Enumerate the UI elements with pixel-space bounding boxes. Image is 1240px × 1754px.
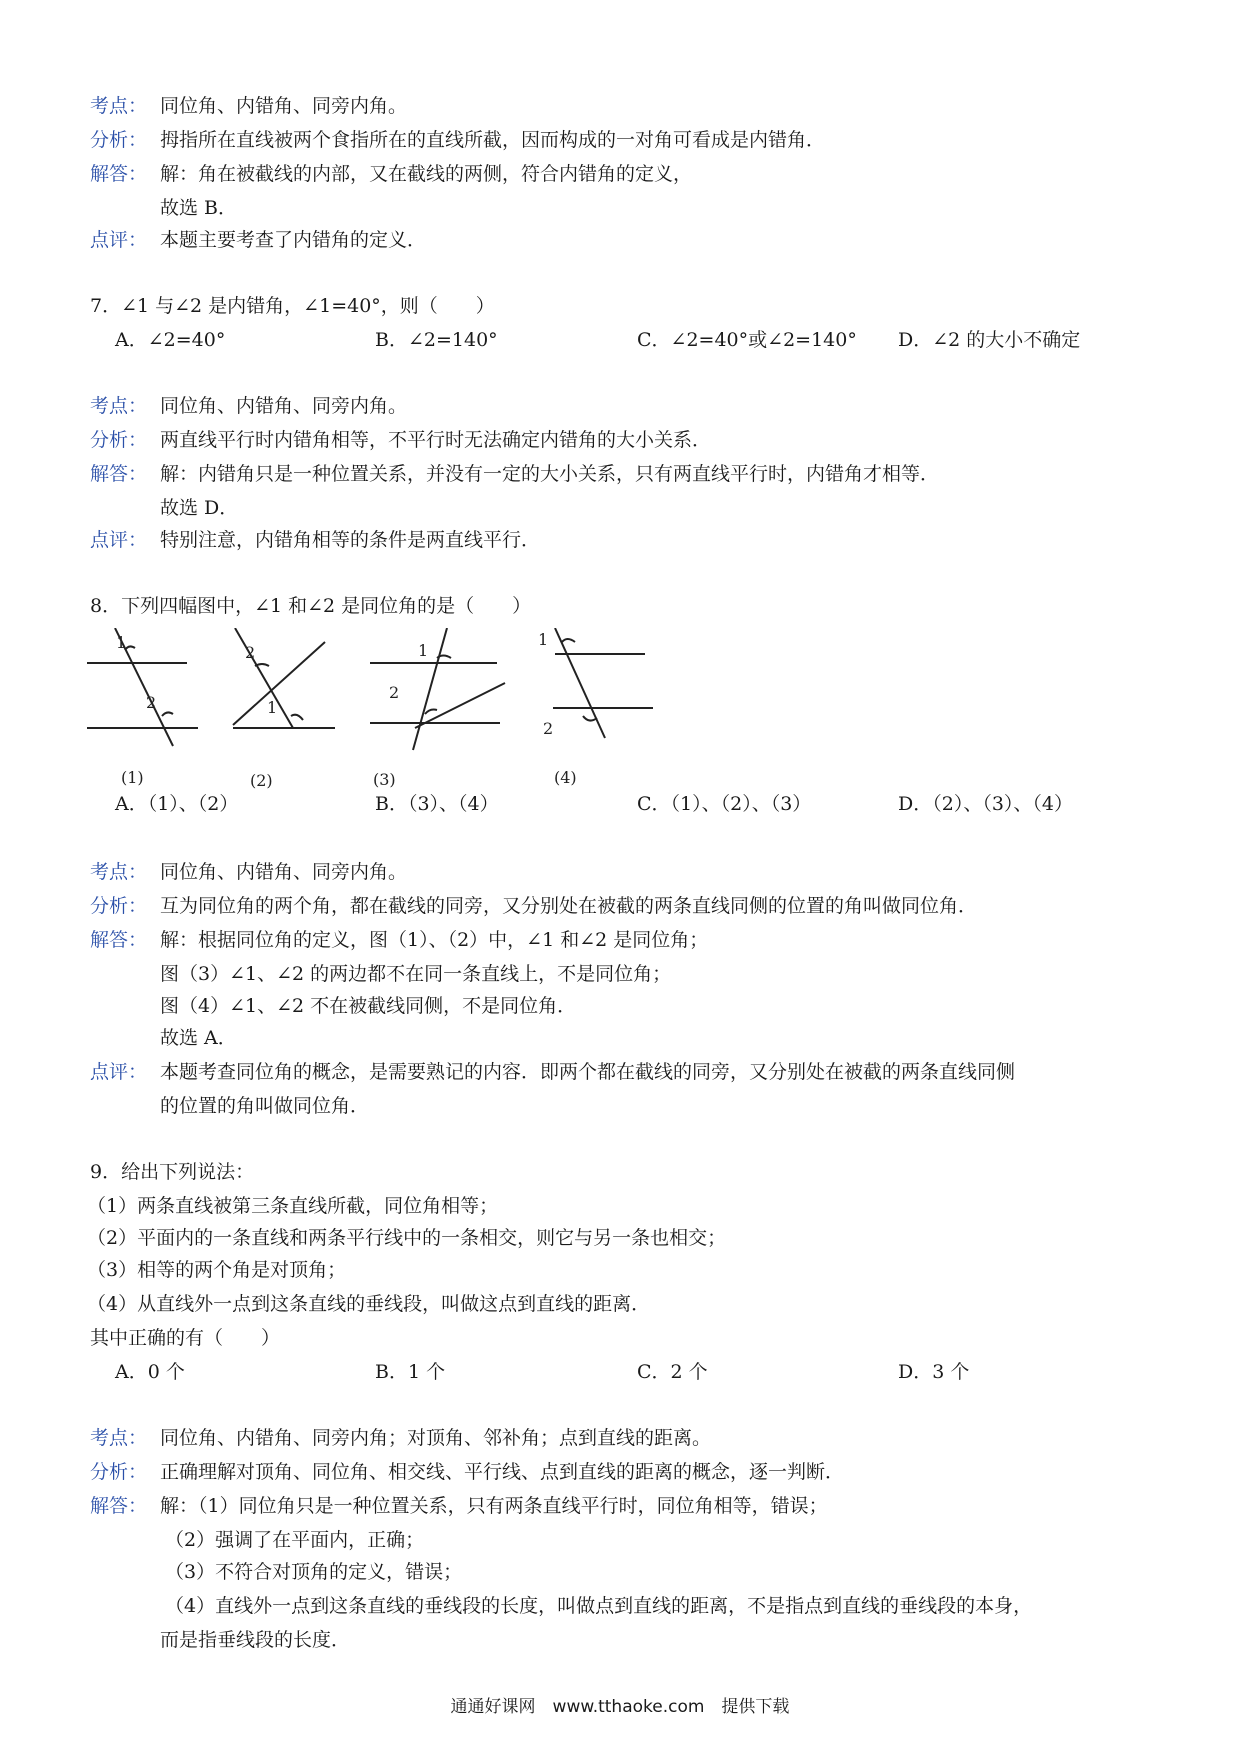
q8-figures-svg — [85, 628, 705, 798]
q9-stem: 9．给出下列说法： — [90, 1161, 255, 1183]
q8-jieda-answer: 故选 A． — [160, 1027, 237, 1049]
fig2-arc1 — [291, 715, 303, 720]
fig3-caption: (3) — [373, 770, 396, 789]
fig3-label-2: 2 — [389, 683, 400, 702]
prev-kaodian — [90, 92, 407, 120]
fig3-arc1 — [437, 656, 451, 659]
q9-jieda-text: 解：（1）同位角只是一种位置关系，只有两条直线平行时，同位角相等，错误； — [160, 1495, 828, 1517]
q9-jieda — [90, 1492, 828, 1520]
q8-option-c: C．（1）、（2）、（3） — [637, 793, 812, 815]
q7-dianping-text: 特别注意，内错角相等的条件是两直线平行． — [160, 529, 541, 551]
q8-jieda-text: 解：根据同位角的定义，图（1）、（2）中，∠1 和∠2 是同位角； — [160, 929, 709, 951]
label-fenxi: 分析： — [90, 429, 148, 451]
fig2-arc2 — [255, 664, 269, 666]
fig2-label-2: 2 — [245, 643, 256, 662]
q9-option-c: C．2 个 — [637, 1361, 708, 1383]
q9-statement-2: （2）平面内的一条直线和两条平行线中的一条相交，则它与另一条也相交； — [87, 1227, 727, 1249]
q7-jieda — [90, 460, 939, 488]
q9-jieda-line5: 而是指垂线段的长度． — [160, 1629, 351, 1651]
fig3-arc2 — [425, 710, 437, 715]
q7-jieda-answer: 故选 D． — [160, 497, 239, 519]
q7-fenxi-text: 两直线平行时内错角相等，不平行时无法确定内错角的大小关系． — [160, 429, 712, 451]
prev-kaodian-text: 同位角、内错角、同旁内角。 — [160, 95, 408, 117]
label-fenxi: 分析： — [90, 129, 148, 151]
page-footer: 通通好课网 www.tthaoke.com 提供下载 — [450, 1697, 790, 1717]
q7-kaodian-text: 同位角、内错角、同旁内角。 — [160, 395, 408, 417]
label-fenxi: 分析： — [90, 1461, 148, 1483]
q7-dianping — [90, 526, 540, 554]
fig1-arc1 — [125, 646, 135, 650]
label-dianping: 点评： — [90, 229, 148, 251]
fig3-label-1: 1 — [418, 641, 429, 660]
q9-statement-4: （4）从直线外一点到这条直线的垂线段，叫做这点到直线的距离． — [87, 1293, 651, 1315]
q9-option-b: B．1 个 — [375, 1361, 446, 1383]
q9-jieda-line3: （3）不符合对顶角的定义，错误； — [165, 1561, 463, 1583]
prev-fenxi — [90, 126, 825, 154]
prev-jieda-text: 解：角在被截线的内部，又在截线的两侧，符合内错角的定义， — [160, 163, 693, 185]
q7-stem: 7．∠1 与∠2 是内错角，∠1=40°，则（ ） — [90, 295, 495, 317]
fig4-caption: (4) — [554, 768, 577, 787]
q8-option-d: D．（2）、（3）、（4） — [898, 793, 1073, 815]
q8-stem: 8．下列四幅图中，∠1 和∠2 是同位角的是（ ） — [90, 595, 532, 617]
fig1-arc2 — [162, 712, 173, 716]
label-jieda: 解答： — [90, 929, 148, 951]
label-kaodian: 考点： — [90, 395, 148, 417]
fig1-label-2: 2 — [146, 693, 157, 712]
q9-kaodian — [90, 1424, 711, 1452]
label-fenxi: 分析： — [90, 895, 148, 917]
label-jieda: 解答： — [90, 163, 148, 185]
q9-option-d: D．3 个 — [898, 1361, 970, 1383]
q7-option-a: A．∠2=40° — [115, 329, 226, 351]
q8-jieda-line3: 图（4）∠1、∠2 不在被截线同侧，不是同位角． — [160, 995, 577, 1017]
q7-kaodian — [90, 392, 407, 420]
q9-jieda-line2: （2）强调了在平面内，正确； — [165, 1529, 425, 1551]
q9-jieda-line4: （4）直线外一点到这条直线的垂线段的长度，叫做点到直线的距离，不是指点到直线的垂线段的本身， — [165, 1595, 1033, 1617]
q8-dianping — [90, 1058, 1015, 1086]
fig3-oblique — [415, 683, 505, 728]
q8-kaodian — [90, 858, 407, 886]
q8-option-a: A．（1）、（2） — [115, 793, 239, 815]
fig1-label-1: 1 — [116, 633, 127, 652]
q9-statement-1: （1）两条直线被第三条直线所截，同位角相等； — [87, 1195, 499, 1217]
fig2-caption: (2) — [250, 771, 273, 790]
q7-fenxi — [90, 426, 711, 454]
q9-fenxi-text: 正确理解对顶角、同位角、相交线、平行线、点到直线的距离的概念，逐一判断． — [160, 1461, 845, 1483]
q9-ask: 其中正确的有（ ） — [90, 1327, 281, 1349]
label-kaodian: 考点： — [90, 861, 148, 883]
fig4-arc1 — [562, 639, 575, 642]
prev-fenxi-text: 拇指所在直线被两个食指所在的直线所截，因而构成的一对角可看成是内错角． — [160, 129, 826, 151]
q8-jieda — [90, 926, 708, 954]
prev-jieda — [90, 160, 692, 188]
prev-jieda-answer: 故选 B． — [160, 197, 238, 219]
prev-dianping — [90, 226, 426, 254]
q8-kaodian-text: 同位角、内错角、同旁内角。 — [160, 861, 408, 883]
fig2-label-1: 1 — [267, 698, 278, 717]
label-dianping: 点评： — [90, 1061, 148, 1083]
fig4-label-1: 1 — [538, 630, 549, 649]
q8-dianping-text: 本题考查同位角的概念，是需要熟记的内容．即两个都在截线的同旁，又分别处在被截的两条直线同侧 — [160, 1061, 1016, 1083]
fig4-transversal — [555, 628, 605, 738]
fig1-caption: (1) — [121, 768, 144, 787]
q7-option-c: C．∠2=40°或∠2=140° — [637, 329, 857, 351]
q9-fenxi — [90, 1458, 844, 1486]
prev-dianping-text: 本题主要考查了内错角的定义． — [160, 229, 427, 251]
label-dianping: 点评： — [90, 529, 148, 551]
fig4-label-2: 2 — [543, 719, 554, 738]
q8-dianping-line2: 的位置的角叫做同位角． — [160, 1095, 370, 1117]
q8-jieda-line2: 图（3）∠1、∠2 的两边都不在同一条直线上，不是同位角； — [160, 963, 672, 985]
q8-figures — [85, 628, 705, 798]
q7-option-b: B．∠2=140° — [375, 329, 498, 351]
label-jieda: 解答： — [90, 463, 148, 485]
q8-fenxi — [90, 892, 977, 920]
q7-jieda-text: 解：内错角只是一种位置关系，并没有一定的大小关系，只有两直线平行时，内错角才相等． — [160, 463, 940, 485]
q8-option-b: B．（3）、（4） — [375, 793, 499, 815]
q8-fenxi-text: 互为同位角的两个角，都在截线的同旁，又分别处在被截的两条直线同侧的位置的角叫做同位角． — [160, 895, 978, 917]
q7-option-d: D．∠2 的大小不确定 — [898, 329, 1081, 351]
label-kaodian: 考点： — [90, 95, 148, 117]
q9-statement-3: （3）相等的两个角是对顶角； — [87, 1259, 347, 1281]
q9-kaodian-text: 同位角、内错角、同旁内角；对顶角、邻补角；点到直线的距离。 — [160, 1427, 712, 1449]
q9-option-a: A．0 个 — [115, 1361, 185, 1383]
label-jieda: 解答： — [90, 1495, 148, 1517]
label-kaodian: 考点： — [90, 1427, 148, 1449]
